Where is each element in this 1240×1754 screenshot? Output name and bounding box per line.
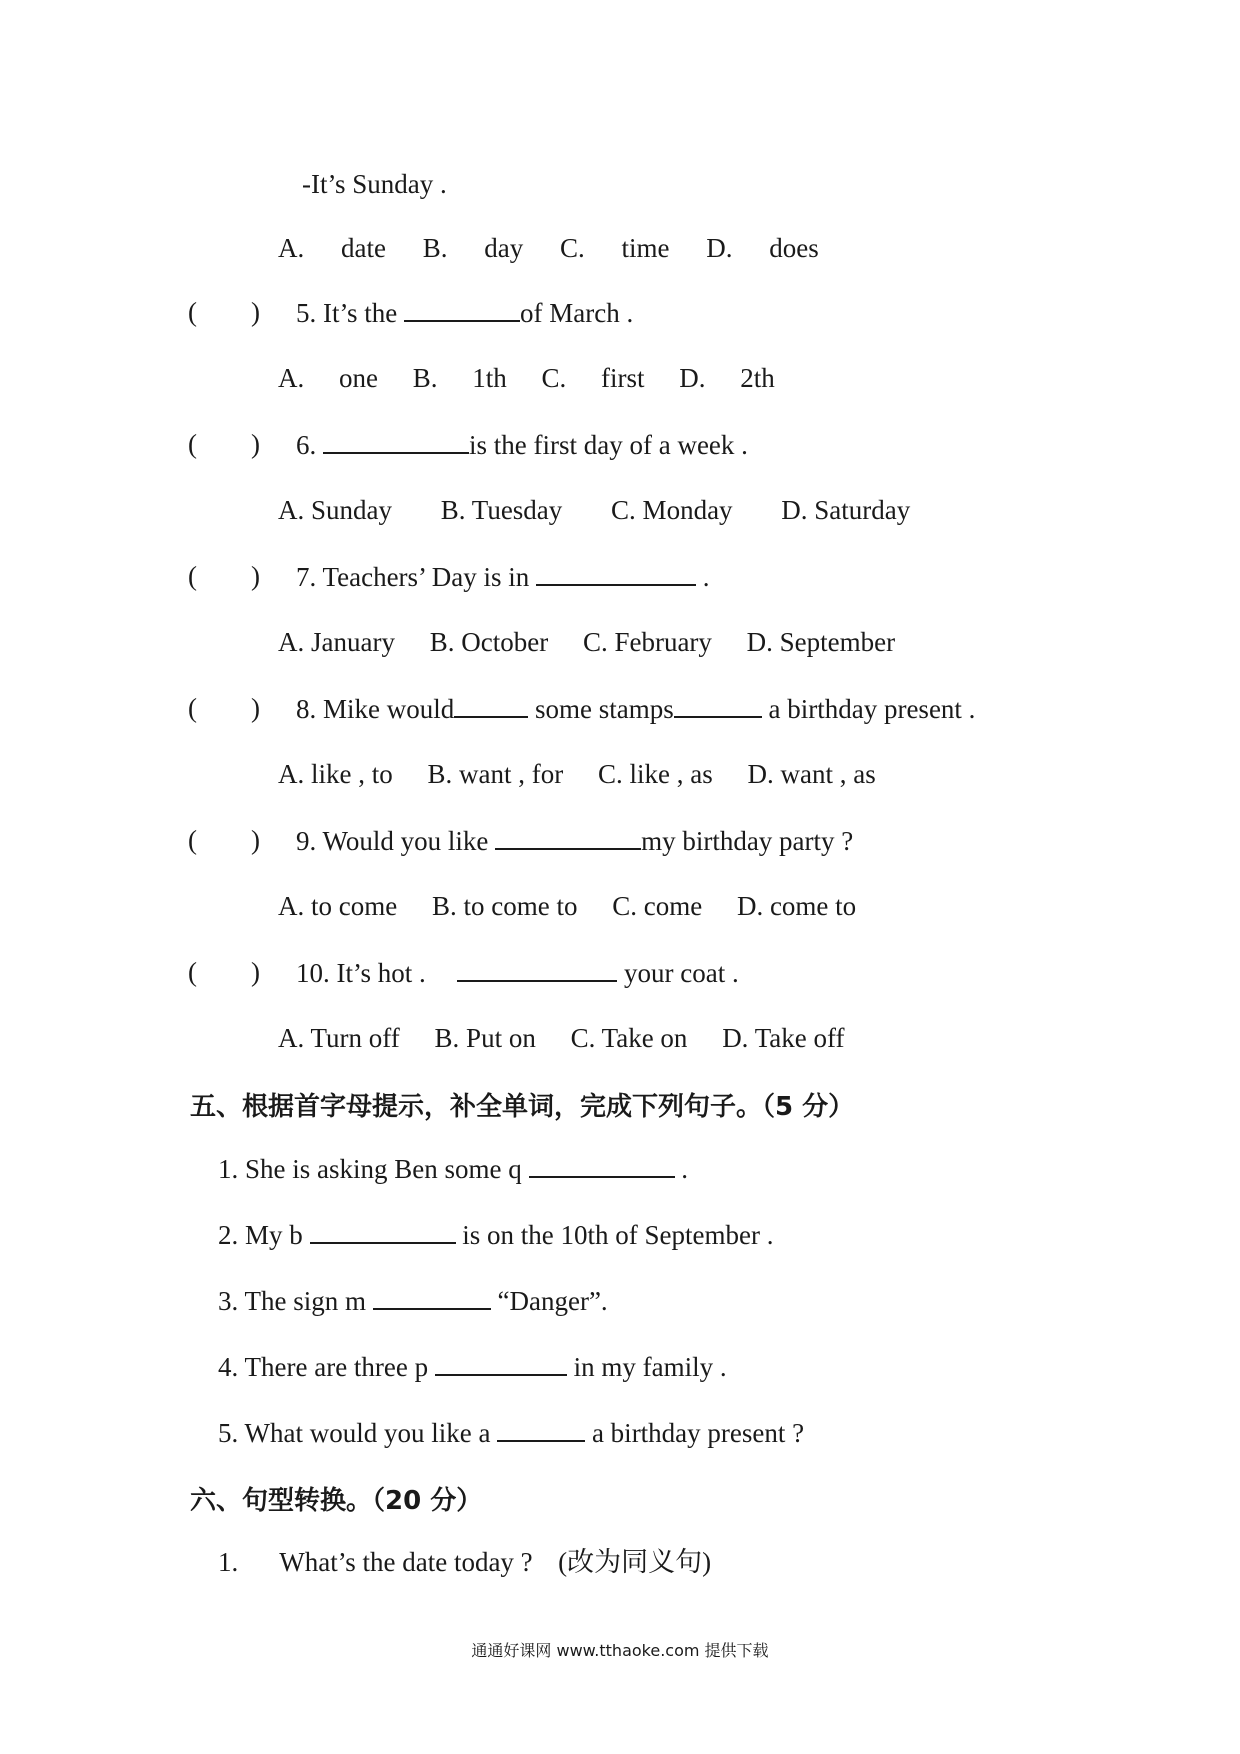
fill-pre: 1. She is asking Ben some q — [218, 1154, 522, 1184]
option-b: B. Tuesday — [440, 495, 563, 525]
question-mid: some stamps — [535, 694, 674, 724]
item-text: What’s the date today ? — [279, 1547, 533, 1577]
option-c-letter: C. — [559, 233, 585, 263]
question-number: 10. — [296, 958, 330, 988]
q9-options — [278, 890, 856, 922]
footer-credit: 通通好课网 www.tthaoke.com 提供下载 — [471, 1641, 769, 1660]
question-post: . — [702, 562, 710, 592]
question-post: your coat . — [624, 958, 739, 988]
section-5-heading: 五、根据首字母提示，补全单词，完成下列句子。（5 分） — [190, 1092, 855, 1122]
option-d: 2th — [740, 363, 775, 393]
fill-post: . — [681, 1154, 688, 1184]
option-a: one — [339, 363, 378, 393]
answer-paren[interactable]: ( ) — [188, 825, 260, 855]
fill-post: a birthday present ? — [591, 1418, 805, 1448]
fill-pre: 4. There are three p — [218, 1352, 429, 1382]
option-b-letter: B. — [422, 233, 448, 263]
option-d: D. Take off — [722, 1023, 845, 1053]
q8-options — [278, 758, 876, 790]
answer-blank[interactable] — [536, 560, 696, 586]
option-d-letter: D. — [706, 233, 733, 263]
fill-blank[interactable] — [497, 1416, 585, 1442]
answer-blank[interactable] — [404, 296, 520, 322]
option-c: first — [601, 363, 645, 393]
option-a-letter: A. — [278, 363, 305, 393]
answer-blank[interactable] — [495, 824, 641, 850]
question-post: of March . — [520, 298, 634, 328]
fill-item-1 — [218, 1152, 688, 1185]
question-pre: It’s hot . — [336, 958, 426, 988]
question-text — [296, 428, 748, 461]
option-c: C. Monday — [611, 495, 733, 525]
question-pre: Mike would — [323, 694, 455, 724]
question-text — [296, 692, 975, 725]
answer-blank[interactable] — [323, 428, 469, 454]
answer-blank-1[interactable] — [454, 692, 528, 718]
option-c: C. February — [582, 627, 712, 657]
fill-blank[interactable] — [373, 1284, 491, 1310]
question-post: my birthday party ? — [641, 826, 854, 856]
option-a-letter: A. — [278, 233, 305, 263]
fill-blank[interactable] — [310, 1218, 456, 1244]
question-text — [296, 296, 633, 329]
option-c: C. come — [612, 891, 703, 921]
question-text — [296, 956, 739, 989]
question-number: 6. — [296, 430, 317, 460]
option-a: A. Sunday — [278, 495, 392, 525]
transform-item-1 — [218, 1546, 711, 1578]
answer-paren[interactable]: ( ) — [188, 693, 260, 723]
fill-pre: 3. The sign m — [218, 1286, 366, 1316]
section-6-heading: 六、句型转换。（20 分） — [190, 1486, 483, 1516]
answer-paren[interactable]: ( ) — [188, 297, 260, 327]
fill-item-4 — [218, 1350, 727, 1383]
question-number: 9. — [296, 826, 317, 856]
q7-options — [278, 626, 895, 658]
q10-options — [278, 1022, 845, 1054]
option-b: B. October — [429, 627, 549, 657]
option-d: D. want , as — [747, 759, 876, 789]
option-d-letter: D. — [679, 363, 706, 393]
fill-pre: 2. My b — [218, 1220, 303, 1250]
option-b: day — [484, 233, 524, 263]
option-a: A. to come — [278, 891, 398, 921]
item-number: 1. — [218, 1547, 239, 1577]
fill-post: in my family . — [573, 1352, 727, 1382]
option-d: D. come to — [736, 891, 857, 921]
option-c-letter: C. — [541, 363, 567, 393]
fill-post: is on the 10th of September . — [462, 1220, 774, 1250]
fill-blank[interactable] — [529, 1152, 675, 1178]
q6-options — [278, 494, 910, 526]
fill-item-3 — [218, 1284, 608, 1317]
answer-paren[interactable]: ( ) — [188, 561, 260, 591]
question-pre: Would you like — [322, 826, 489, 856]
option-d: D. Saturday — [781, 495, 911, 525]
question-number: 5. — [296, 298, 317, 328]
fill-post: “Danger”. — [497, 1286, 608, 1316]
option-d: does — [769, 233, 819, 263]
option-a: A. Turn off — [278, 1023, 400, 1053]
question-post: is the first day of a week . — [469, 430, 748, 460]
question-pre: It’s the — [323, 298, 398, 328]
fill-blank[interactable] — [435, 1350, 567, 1376]
option-c: C. Take on — [570, 1023, 688, 1053]
option-c: time — [621, 233, 670, 263]
fill-pre: 5. What would you like a — [218, 1418, 491, 1448]
q4-options — [278, 232, 819, 264]
q5-options — [278, 362, 775, 394]
option-b: B. want , for — [427, 759, 564, 789]
item-note: (改为同义句) — [558, 1547, 712, 1577]
question-text — [296, 560, 710, 593]
dialogue-answer: -It’s Sunday . — [302, 169, 447, 199]
question-number: 7. — [296, 562, 317, 592]
option-b: B. Put on — [434, 1023, 536, 1053]
question-number: 8. — [296, 694, 317, 724]
option-a: A. January — [278, 627, 395, 657]
answer-paren[interactable]: ( ) — [188, 957, 260, 987]
answer-blank[interactable] — [457, 956, 617, 982]
option-c: C. like , as — [597, 759, 713, 789]
answer-blank-2[interactable] — [674, 692, 762, 718]
answer-paren[interactable]: ( ) — [188, 429, 260, 459]
question-pre: Teachers’ Day is in — [322, 562, 530, 592]
question-text — [296, 824, 853, 857]
option-d: D. September — [746, 627, 896, 657]
question-post: a birthday present . — [768, 694, 976, 724]
fill-item-5 — [218, 1416, 804, 1449]
option-b: 1th — [472, 363, 507, 393]
option-b: B. to come to — [431, 891, 578, 921]
fill-item-2 — [218, 1218, 773, 1251]
option-a: date — [341, 233, 386, 263]
option-b-letter: B. — [412, 363, 438, 393]
option-a: A. like , to — [278, 759, 393, 789]
